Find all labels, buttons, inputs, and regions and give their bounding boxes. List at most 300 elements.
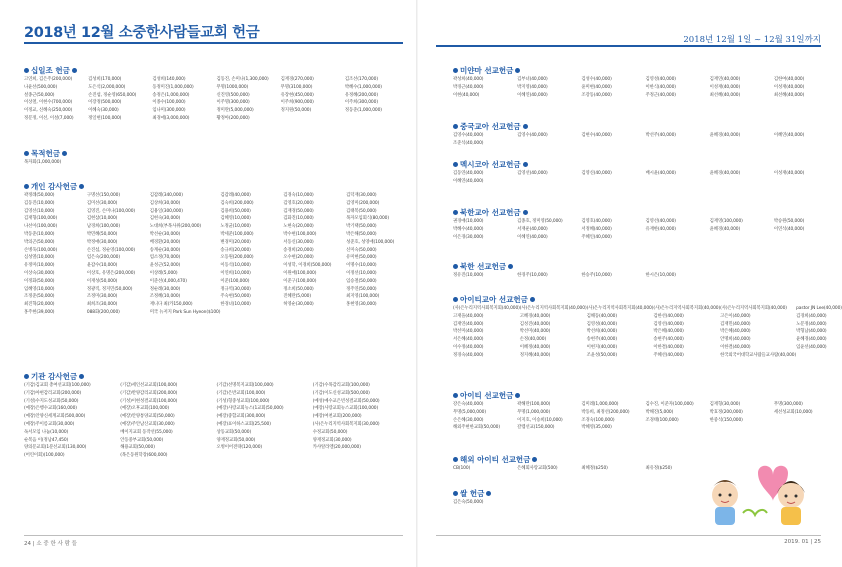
section-title: [453, 295, 838, 305]
section-title-text: 해외 아이티 선교헌금: [460, 455, 531, 464]
donor-entry: 해외주현한교회(50,000): [453, 425, 500, 431]
donor-entry: 윤혜경(40,000): [709, 133, 741, 138]
donor-entry: 안명희(40,000): [720, 337, 751, 343]
donor-entry: 조윤성(50,000): [586, 352, 617, 358]
donor-entry: 김동진(10,000): [24, 200, 55, 206]
donor-entry: 박동준(10,000): [24, 231, 55, 237]
donor-entry: 배시윤(40,000): [645, 171, 676, 176]
donor-entry: 남경희(100,000): [86, 224, 120, 230]
page-footer: 2019. 01 | 25: [784, 539, 821, 545]
donor-entry: (예장)사랑교회뉴스교회(100,000): [312, 406, 379, 412]
bullet-dot-icon: [72, 68, 77, 73]
bullet-dot-icon: [532, 457, 537, 462]
bullet-dot-icon: [62, 151, 67, 156]
donor-entry: 정광직, 정지민(50,000): [86, 286, 133, 292]
donor-entry: 주숙현(50,000): [220, 294, 251, 300]
donor-entry: 김재경(50,000): [283, 208, 314, 214]
title-rule: [24, 42, 403, 44]
donor-entry: 독서모임 나눔(10,000): [24, 429, 69, 435]
donor-entry: 최유정($250): [645, 466, 672, 471]
donor-entry: 박혜영(35,000): [581, 425, 612, 431]
donor-entry: 박동희, 최정선(200,000): [581, 409, 630, 415]
donor-entry: 박형남(40,000): [796, 329, 827, 335]
donor-entry: (예장)주이름교회(30,000): [24, 421, 75, 427]
children-heart-illustration: [703, 455, 813, 535]
donor-entry: 김현수(40,000): [581, 133, 612, 138]
donor-entry: 오동원(200,000): [220, 255, 254, 261]
donor-entry: (사)은누리지역사회복지회(40,000): [519, 306, 587, 311]
donor-entry: 김성희(140,000): [152, 77, 186, 82]
donor-entry: 박승원(50,000): [773, 219, 805, 224]
donor-entry: (예장)중합교회(300,000): [216, 414, 266, 420]
donor-entry: 신진영(500,000): [216, 92, 250, 98]
donor-entry: 이혜정(40,000): [519, 344, 551, 350]
donor-entry: 김성수(40,000): [581, 77, 612, 82]
section-title: [453, 262, 838, 272]
donor-entry: 최혜정($250): [581, 466, 608, 471]
section-title-text: 개인 감사헌금: [31, 182, 78, 191]
donor-entry: 홍현영(30,000): [346, 302, 377, 308]
donor-entry: 윤혜경(40,000): [796, 337, 827, 343]
right-page: [418, 0, 842, 567]
donor-entry: 곽성희(40,000): [453, 77, 484, 82]
donor-entry: [774, 417, 838, 425]
section-title: [453, 208, 838, 218]
donor-entry: 윤혜경(40,000): [709, 171, 741, 176]
donor-entry: 이혜연(40,000): [517, 234, 548, 240]
donor-entry: 최선혜(40,000): [709, 92, 741, 98]
donor-entry: 정소희(50,000): [283, 286, 314, 292]
donor-entry: 유미현(50,000): [346, 255, 377, 261]
donor-entry: 이수정(40,000): [453, 344, 484, 350]
donor-entry: (사)은누리지역사회복지회(40,000): [586, 306, 654, 311]
donor-entry: 김혜영(10,000): [220, 216, 251, 222]
donor-entry: (예장)사랑교회뉴스(1교회(50,000): [216, 406, 284, 412]
donor-entry: 서재운(40,000): [517, 226, 548, 232]
section-title-text: 아이티교아 선교헌금: [460, 295, 528, 304]
donor-entry: 박지영(40,000): [517, 84, 548, 90]
donor-entry: 김조선(170,000): [344, 77, 378, 82]
donor-entry: 이한식(40,000): [645, 84, 676, 90]
donor-entry: 김은숙(50,000): [453, 500, 484, 505]
donor-entry: 김화진(10,000): [283, 216, 314, 222]
donor-entry: 박선순(30,000): [149, 231, 181, 237]
donor-entry: 김영성(40,000): [586, 321, 617, 327]
donor-entry: 정지혜(40,000): [519, 352, 551, 358]
donor-entry: 세선성교회(10,000): [773, 409, 813, 415]
section-title: [24, 182, 409, 192]
donor-entry: 무명(5,000,000): [453, 409, 486, 415]
donor-entry: 정동준(1,000,000): [344, 108, 382, 114]
section-title-text: 미얀마 선교헌금: [460, 66, 514, 75]
donor-entry: 무명(1,000,000): [517, 409, 551, 415]
donor-entry: 임승철(50,000): [346, 278, 377, 284]
donor-entry: 조정혜(10,000): [149, 294, 181, 300]
donor-list: [453, 305, 842, 360]
donor-entry: 최지영(100,000): [346, 294, 380, 300]
bullet-dot-icon: [530, 297, 535, 302]
donor-entry: 홍주현(39,000): [24, 309, 55, 315]
donor-entry: 정규역(30,000): [220, 286, 251, 292]
donor-entry: 김재연(40,000): [453, 321, 484, 327]
donor-entry: 한중석(150,000): [709, 417, 743, 423]
bullet-dot-icon: [453, 162, 458, 167]
donor-entry: 윤미현(40,000): [581, 84, 612, 90]
donor-entry: 박혜수(40,000): [453, 226, 484, 232]
donor-entry: 이상호, 유명은(200,000): [86, 270, 135, 276]
donor-entry: 박선희(40,000): [586, 329, 617, 335]
donor-entry: 박선주(40,000): [645, 133, 676, 138]
donor-entry: 이상례(5,000): [149, 270, 178, 276]
offering-section-ity_mission: [453, 391, 838, 432]
donor-entry: 이준구(100,000): [283, 278, 317, 284]
donor-entry: 이정화(50,000): [24, 278, 55, 284]
donor-entry: 김태복(50,000): [346, 208, 377, 214]
section-title-text: 기관 감사헌금: [31, 372, 78, 381]
donor-entry: (기감)아현감리교회(200,000): [24, 390, 82, 396]
donor-entry: 신미숙(50,000): [346, 247, 377, 253]
donor-entry: 노문정(40,000): [796, 321, 827, 327]
donor-list: [453, 272, 838, 280]
donor-entry: 이혜연(40,000): [773, 133, 805, 138]
donor-entry: 황정아(200,000): [216, 115, 250, 121]
donor-entry: 김경희(40,000): [796, 313, 827, 319]
donor-entry: 이주희(300,000): [344, 100, 378, 106]
donor-entry: 이상숙(30,000): [24, 270, 55, 276]
donor-entry: 강은숙(40,000): [453, 402, 484, 407]
bullet-dot-icon: [79, 374, 84, 379]
donor-entry: 노대희(부목사위(200,000): [149, 224, 202, 230]
donor-entry: (어린이회)(100,000): [24, 453, 65, 459]
donor-entry: 곽정례(50,000): [24, 193, 55, 198]
donor-entry: 이한결(40,000): [653, 344, 684, 350]
donor-entry: 김부녀(40,000): [517, 77, 548, 82]
donor-entry: 김현숙(30,000): [149, 216, 181, 222]
offering-section-nk_school: [453, 208, 838, 241]
date-range: 2018년 12월 1일 ~ 12월 31일까지: [683, 35, 821, 45]
donor-entry: 최진혁(20,000): [24, 302, 55, 308]
donor-entry: 김동진, 손미나(1,300,000): [216, 77, 269, 82]
donor-entry: 미국 뉴저지 Park Sun Hyeon($100): [149, 309, 221, 315]
section-title: [453, 391, 838, 401]
donor-list: [24, 192, 409, 317]
donor-entry: 박은혜(40,000): [720, 329, 751, 335]
donor-entry: 김영성(40,000): [645, 77, 676, 82]
donor-entry: 베이지교회 동작선(55,000): [120, 429, 173, 435]
donor-entry: 고재을(40,000): [453, 313, 484, 319]
donor-entry: 박혜수(1,000,000): [344, 84, 382, 90]
donor-entry: 이한결(40,000): [720, 344, 751, 350]
donor-entry: 박효정(200,000): [709, 409, 743, 415]
donor-entry: (예장)안양신세계교회(500,000): [24, 414, 86, 420]
donor-entry: (기감)김교회 총여선교회(100,000): [24, 383, 91, 388]
section-title-text: 쌀 헌금: [460, 489, 485, 498]
donor-entry: 정경숙(40,000): [453, 352, 484, 358]
donor-entry: 노정균(10,000): [220, 224, 251, 230]
section-title: [453, 122, 838, 132]
donor-entry: 박은혜(40,000): [653, 329, 684, 335]
donor-list: [453, 218, 838, 241]
section-title: [453, 66, 838, 76]
donor-entry: 이혜연(40,000): [517, 92, 548, 98]
donor-entry: (기감)반양감리교회(200,000): [120, 390, 178, 396]
donor-entry: 이원애(100,000): [283, 270, 317, 276]
donor-entry: 김미선(30,000): [86, 200, 118, 206]
donor-entry: 양의문교회(1분선교회(130,000): [24, 445, 87, 451]
donor-entry: 정유진(10,000): [453, 273, 484, 278]
donor-entry: 재니다 최(카150,000): [149, 302, 193, 308]
donor-entry: 유장현(450,000): [280, 92, 314, 98]
donor-entry: (기감)세인선교교회(100,000): [120, 383, 178, 388]
donor-entry: (사)은누리지역사회복지회(40,000): [453, 306, 520, 311]
donor-entry: 도은석(2,000,000): [88, 84, 126, 90]
donor-entry: 노현숙(20,000): [283, 224, 314, 230]
donor-entry: 은혜회사랑교회(500): [517, 466, 558, 471]
donor-entry: (사)은누리지역사회복지회(30,000): [312, 421, 380, 427]
donor-entry: 이정선(10,000): [346, 270, 377, 276]
donor-list: [24, 76, 409, 123]
section-title: [24, 149, 409, 159]
donor-entry: 염소정(70,000): [149, 255, 181, 261]
section-title-text: 북한 선교헌금: [460, 262, 507, 271]
donor-entry: 이동석(10,000): [220, 263, 251, 269]
donor-entry: 한경녀(10,000): [220, 302, 251, 308]
donor-entry: 이현지(40,000): [586, 344, 617, 350]
donor-entry: 성준호, 성영애(100,000): [346, 239, 395, 245]
offering-section-china: [453, 122, 838, 148]
bullet-dot-icon: [515, 393, 520, 398]
donor-entry: 무명(300,000): [773, 402, 803, 407]
donor-entry: 임윤선(40,000): [796, 344, 827, 350]
offering-section-ity: [453, 295, 842, 360]
donor-list: [453, 401, 838, 432]
donor-entry: (사)은누리지역사회복지회(40,000): [720, 306, 787, 311]
donor-entry: 임나미(300,000): [152, 108, 186, 114]
donor-entry: 무명(1000,000): [216, 84, 249, 90]
donor-entry: 박선미(40,000): [453, 329, 484, 335]
donor-entry: (예장)오후교회(100,000): [120, 406, 170, 412]
donor-entry: 김영수(40,000): [453, 133, 484, 138]
donor-entry: 주혜인(40,000): [581, 234, 612, 240]
donor-entry: 김영선(40,000): [645, 219, 676, 224]
donor-entry: 진혜란(5,000): [283, 294, 311, 300]
donor-entry: (기성)수지도성교회(50,000): [24, 398, 79, 404]
donor-entry: 손진섭, 정순영(650,000): [88, 92, 137, 98]
bullet-dot-icon: [24, 151, 29, 156]
donor-entry: 한시은(10,000): [645, 273, 676, 278]
donor-entry: 송현주(40,000): [653, 337, 684, 343]
bullet-dot-icon: [486, 491, 491, 496]
section-title-text: 북한교아 선교헌금: [460, 208, 521, 217]
donor-entry: 김덕재(30,000): [346, 193, 377, 198]
donor-entry: 주정근(40,000): [645, 92, 676, 98]
donor-entry: 김재민(40,000): [720, 321, 751, 327]
donor-entry: 조준석(40,000): [453, 140, 484, 146]
donor-entry: 윤갑수(10,000): [86, 263, 118, 269]
donor-entry: 서은혜(40,000): [453, 337, 484, 343]
donor-entry: 박해진(5,000): [645, 409, 674, 415]
donor-entry: 김재형(100,000): [24, 216, 58, 222]
donor-entry: 이성재(40,000): [773, 84, 805, 90]
donor-entry: 목자모임회식(80,000): [346, 216, 389, 222]
donor-entry: 이장정(500,000): [88, 100, 122, 106]
donor-entry: 주혜선(40,000): [653, 352, 684, 358]
donor-entry: 한승주(10,000): [581, 273, 612, 278]
donor-entry: 변경미(20,000): [220, 239, 251, 245]
donor-entry: 배경환(20,000): [149, 239, 181, 245]
donor-entry: 정일현(100,000): [88, 115, 122, 121]
donor-entry: CB(100): [453, 466, 471, 471]
donor-entry: 이은경(30,000): [453, 234, 484, 240]
donor-entry: 순복음 이(정남47,450): [24, 437, 69, 443]
donor-entry: 조강동(40,000): [581, 92, 612, 98]
donor-entry: 이연희(10,000): [220, 270, 251, 276]
donor-entry: 정주연(50,000): [346, 286, 377, 292]
donor-entry: 수정교회(50,000): [312, 429, 348, 435]
bullet-dot-icon: [523, 162, 528, 167]
donor-entry: 조경태(100,000): [645, 417, 679, 423]
bullet-dot-icon: [523, 124, 528, 129]
section-title: [453, 160, 838, 170]
offering-section-myanmar: [453, 66, 838, 99]
bullet-dot-icon: [453, 68, 458, 73]
donor-entry: 정미란(5,000,000): [216, 108, 254, 114]
donor-entry: 김성희(170,000): [88, 77, 122, 82]
bullet-dot-icon: [453, 457, 458, 462]
bullet-dot-icon: [24, 374, 29, 379]
donor-list: [24, 382, 409, 460]
donor-entry: 이상철, 이현수(700,000): [24, 100, 73, 106]
donor-entry: pastor JN Lee(40,000): [796, 306, 842, 311]
donor-entry: 이혜연(40,000): [453, 178, 484, 184]
donor-entry: 손은혜(30,000): [453, 417, 484, 423]
donor-entry: 손진섭, 정순영(100,000): [86, 247, 135, 253]
bullet-dot-icon: [523, 210, 528, 215]
donor-entry: (기감)은반교회(100,000): [216, 390, 266, 396]
donor-entry: 설종근(50,000): [24, 92, 55, 98]
donor-entry: (기성)이현성결교회(100,000): [120, 398, 178, 404]
donor-entry: 고은이(40,000): [720, 313, 751, 319]
donor-entry: 이정교, 신혜숙(250,000): [24, 108, 73, 114]
donor-entry: 김용희(50,000): [220, 208, 251, 214]
donor-entry: 이혜숙(30,000): [88, 108, 119, 114]
section-title: [24, 372, 409, 382]
donor-entry: 정지원(50,000): [280, 108, 312, 114]
donor-entry: 카샤알라엘(20,000,000): [312, 445, 361, 451]
donor-entry: 이지호, 이승희(10,000): [517, 417, 563, 423]
donor-entry: 김재형(30,000): [709, 402, 741, 407]
donor-entry: 김경숙(10,000): [283, 193, 314, 198]
donor-entry: (예장)은행수교회(160,000): [24, 406, 77, 412]
donor-entry: 상동교회(50,000): [216, 429, 252, 435]
donor-entry: (기성)형중성교회(100,000): [216, 398, 270, 404]
bullet-dot-icon: [24, 184, 29, 189]
donor-entry: 김용일(300,000): [149, 208, 183, 214]
donor-entry: 조정준(50,000): [24, 294, 55, 300]
donor-entry: (예성)예수교은빈성결교회(50,000): [312, 398, 380, 404]
bullet-dot-icon: [508, 264, 513, 269]
donor-entry: 김해동(40,000): [586, 313, 617, 319]
donor-entry: 김갑례(40,000): [220, 193, 251, 198]
donor-entry: 정문정, 이선, 이설(7,000): [24, 115, 74, 121]
donor-entry: 서동신(30,000): [283, 239, 314, 245]
donor-entry: (목은동원학장(600,000): [120, 453, 168, 459]
donor-entry: 송현주(40,000): [586, 337, 617, 343]
donor-entry: 이종수(100,000): [152, 100, 186, 106]
section-title-text: 중국교아 선교헌금: [460, 122, 521, 131]
donor-entry: 안동중부교회(50,000): [120, 437, 164, 443]
title-rule: [436, 45, 821, 47]
donor-entry: 박수현(100,000): [283, 231, 317, 237]
offering-section-org: [24, 372, 409, 460]
donor-entry: 나선이(100,000): [24, 224, 58, 230]
offering-section-personal: [24, 182, 409, 317]
donor-entry: 김영선(40,000): [517, 171, 548, 176]
donor-entry: 이성학, 이경희(500,000): [283, 263, 332, 269]
offering-section-mexico: [453, 160, 838, 186]
donor-entry: 손정(40,000): [519, 337, 547, 343]
section-title-text: 목적헌금: [31, 149, 60, 158]
donor-entry: 유정혜(200,000): [344, 92, 378, 98]
donor-entry: 이준(100,000): [220, 278, 250, 284]
donor-list: [24, 159, 409, 167]
footer-rule: [436, 535, 821, 536]
bullet-dot-icon: [515, 68, 520, 73]
donor-entry: 송경희(20,000): [283, 247, 314, 253]
donor-entry: 최경애(3,000,000): [152, 115, 190, 121]
donor-entry: 이주희(900,000): [280, 100, 314, 106]
donor-entry: 최희조(30,000): [86, 302, 118, 308]
donor-entry: 박은해(50,000): [346, 231, 377, 237]
donor-entry: 김영신(40,000): [581, 171, 612, 176]
donor-entry: (예장)여천교회(200,000): [312, 414, 362, 420]
donor-entry: 이준선(4,000,470): [149, 278, 187, 284]
donor-entry: 김재경(270,000): [280, 77, 314, 82]
page-footer: 24 | 소 중 한 사 람 들: [24, 541, 77, 547]
donor-entry: (기감)선명복지교회(100,000): [216, 383, 274, 388]
donor-entry: 박민혜(50,000): [86, 231, 118, 237]
donor-entry: 김재영(100,000): [709, 219, 743, 224]
bullet-dot-icon: [79, 184, 84, 189]
donor-entry: 김한선(40,000): [653, 313, 684, 319]
bullet-dot-icon: [453, 491, 458, 496]
donor-entry: 나윤선(500,000): [24, 84, 58, 90]
donor-entry: 김숙희(200,000): [220, 200, 254, 206]
donor-entry: 구명선(150,000): [86, 193, 120, 198]
donor-list: [453, 170, 838, 186]
donor-entry: 김재연(40,000): [709, 77, 741, 82]
donor-entry: (예장)안양통양교회(50,000): [120, 414, 175, 420]
donor-entry: 김영선(40,000): [653, 321, 684, 327]
bullet-dot-icon: [453, 264, 458, 269]
donor-entry: 이명수(10,000): [346, 263, 377, 269]
left-page: [0, 0, 417, 567]
donor-entry: 무명(3100,000): [280, 84, 313, 90]
donor-entry: 조경숙(100,000): [581, 417, 615, 423]
donor-entry: 이현(40,000): [453, 92, 480, 98]
donor-entry: 허영순(30,000): [283, 302, 314, 308]
donor-entry: 고혜경(40,000): [519, 313, 551, 319]
donor-entry: 박의곤(50,000): [24, 239, 55, 245]
donor-entry: 한국외국어대학교사람들교사람(40,000): [720, 352, 797, 358]
bullet-dot-icon: [24, 68, 29, 73]
donor-entry: 조정미(30,000): [86, 294, 118, 300]
donor-entry: 김현삼(10,000): [86, 216, 118, 222]
donor-entry: 엄은숙(200,000): [86, 255, 120, 261]
donor-entry: 오병이어전략(120,000): [216, 445, 263, 451]
donor-entry: 김갑례(340,000): [149, 193, 183, 198]
donor-entry: 박선미(40,000): [519, 329, 551, 335]
